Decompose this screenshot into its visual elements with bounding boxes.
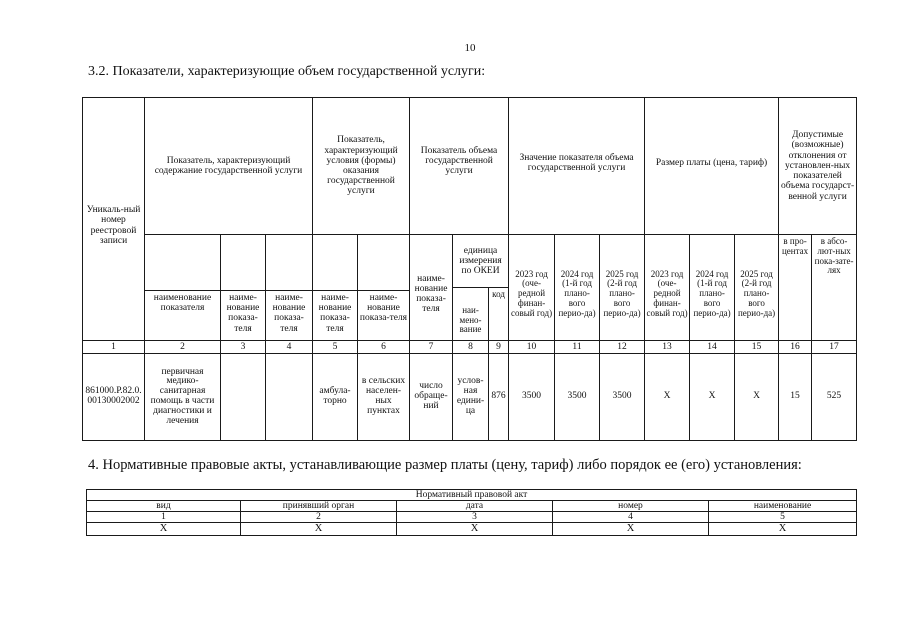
- deviation-absolute-cell: 525: [812, 354, 857, 441]
- unit-name-header: наи-мено-вание: [453, 288, 489, 354]
- value-2024-header: 2024 год (1-й год плано-вого перио-да): [555, 235, 600, 354]
- content-indicator-name-1: наименование показателя: [145, 291, 221, 341]
- indicator-name-header: наиме-нование показа-теля: [410, 235, 453, 354]
- fee-2023-header: 2023 год (оче-редной финан-совый год): [645, 235, 690, 354]
- fee-2025-cell: X: [735, 354, 779, 441]
- column-number: 6: [358, 341, 410, 354]
- volume-value-group-header: Значение показателя объема государственной услуги: [509, 98, 645, 235]
- deviation-absolute-header: в абсо-лют-ных пока-зате-лях: [812, 235, 857, 354]
- volume-subheader-table: [82, 290, 857, 441]
- column-number: 14: [690, 341, 735, 354]
- column-number: 9: [489, 341, 509, 354]
- content-indicator-2-cell: [221, 354, 266, 441]
- deviation-percent-header: в про-центах: [779, 235, 812, 354]
- registry-number-header: Уникаль-ный номер реестровой записи: [83, 98, 145, 354]
- column-number: 13: [645, 341, 690, 354]
- value-2025-cell: 3500: [600, 354, 645, 441]
- column-number: 7: [410, 341, 453, 354]
- conditions-indicator-group-header: Показатель, характеризующий условия (формы) оказания государственной услуги: [313, 98, 410, 235]
- content-indicator-name-2: наиме-нование показа-теля: [221, 291, 266, 341]
- conditions-indicator-name-1: наиме-нование показа-теля: [313, 291, 358, 341]
- unit-name-cell: услов-ная едини-ца: [453, 354, 489, 441]
- legal-column-number: 2: [241, 512, 397, 523]
- fee-2024-cell: X: [690, 354, 735, 441]
- legal-value-cell: X: [553, 523, 709, 536]
- deviation-group-header: Допустимые (возможные) отклонения от установлен-ных показателей объема государст-венной услуги: [779, 98, 857, 235]
- column-number: 4: [266, 341, 313, 354]
- legal-value-cell: X: [397, 523, 553, 536]
- legal-column-number: 4: [553, 512, 709, 523]
- column-number: 3: [221, 341, 266, 354]
- value-2025-header: 2025 год (2-й год плано-вого перио-да): [600, 235, 645, 354]
- column-number: 1: [83, 341, 145, 354]
- indicator-name-cell: число обраще-ний: [410, 354, 453, 441]
- unit-code-header: код: [489, 288, 509, 354]
- column-number: 11: [555, 341, 600, 354]
- conditions-indicator-1-cell: амбула-торно: [313, 354, 358, 441]
- content-indicator-1-cell: первичная медико-санитарная помощь в части диагностики и лечения: [145, 354, 221, 441]
- content-indicator-name-3: наиме-нование показа-теля: [266, 291, 313, 341]
- column-number: 17: [812, 341, 857, 354]
- column-number: 10: [509, 341, 555, 354]
- column-numbers-row: [83, 341, 857, 354]
- table-row: [87, 523, 857, 536]
- table-row: [83, 354, 857, 441]
- legal-column-number: 1: [87, 512, 241, 523]
- deviation-percent-cell: 15: [779, 354, 812, 441]
- legal-act-group-header: Нормативный правовой акт: [87, 490, 857, 501]
- legal-column-header: вид: [87, 501, 241, 512]
- page-number: 10: [464, 42, 476, 54]
- legal-value-cell: X: [241, 523, 397, 536]
- legal-column-header: номер: [553, 501, 709, 512]
- content-indicator-group-header: Показатель, характеризующий содержание государственной услуги: [145, 98, 313, 235]
- legal-column-header: дата: [397, 501, 553, 512]
- section-heading: 3.2. Показатели, характеризующие объем государственной услуги:: [88, 64, 486, 79]
- value-2023-cell: 3500: [509, 354, 555, 441]
- registry-number-cell: 861000.Р.82.0.00130002002: [83, 354, 145, 441]
- column-number: 2: [145, 341, 221, 354]
- column-number: 12: [600, 341, 645, 354]
- fee-2025-header: 2025 год (2-й год плано-вого перио-да): [735, 235, 779, 354]
- fee-2024-header: 2024 год (1-й год плано-вого перио-да): [690, 235, 735, 354]
- fee-2023-cell: X: [645, 354, 690, 441]
- column-number: 16: [779, 341, 812, 354]
- legal-value-cell: X: [87, 523, 241, 536]
- conditions-indicator-name-2: наиме-нование показа-теля: [358, 291, 410, 341]
- legal-column-number: 3: [397, 512, 553, 523]
- value-2023-header: 2023 год (оче-редной финан-совый год): [509, 235, 555, 354]
- volume-indicator-group-header: Показатель объема государственной услуги: [410, 98, 509, 235]
- legal-value-cell: X: [709, 523, 857, 536]
- legal-column-number: 5: [709, 512, 857, 523]
- legal-acts-table: [86, 489, 857, 536]
- column-number: 8: [453, 341, 489, 354]
- legal-acts-heading: 4. Нормативные правовые акты, устанавливающие размер платы (цену, тариф) либо порядок ее (его) установления:: [88, 457, 802, 473]
- unit-code-cell: 876: [489, 354, 509, 441]
- column-number: 5: [313, 341, 358, 354]
- conditions-indicator-2-cell: в сельских населен-ных пунктах: [358, 354, 410, 441]
- column-number: 15: [735, 341, 779, 354]
- fee-group-header: Размер платы (цена, тариф): [645, 98, 779, 235]
- unit-okei-header: единица измерения по ОКЕИ: [453, 235, 509, 288]
- legal-column-header: наименование: [709, 501, 857, 512]
- value-2024-cell: 3500: [555, 354, 600, 441]
- content-indicator-3-cell: [266, 354, 313, 441]
- legal-column-header: принявший орган: [241, 501, 397, 512]
